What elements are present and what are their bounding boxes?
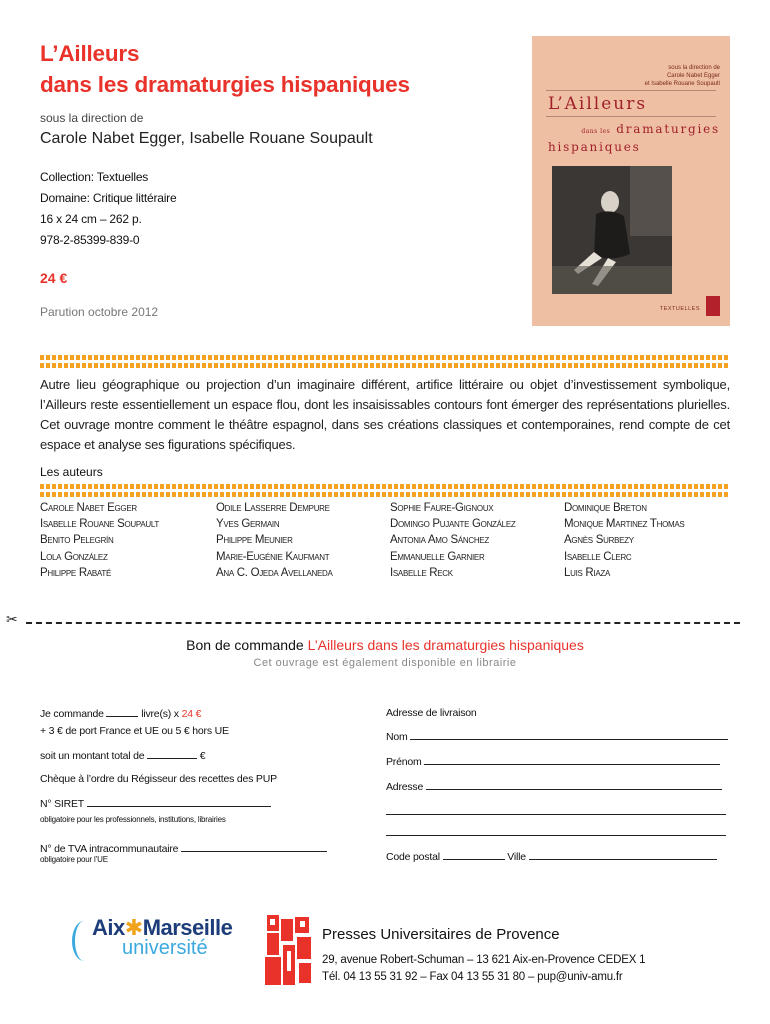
amu-star-icon: ✱ (124, 915, 143, 940)
author-name: Ana C. Ojeda Avellaneda (216, 566, 333, 579)
orange-band-bottom (40, 363, 730, 368)
tva-line (40, 842, 327, 855)
author-name: Agnès Surbezy (564, 534, 634, 547)
code-postal-field[interactable] (443, 850, 505, 860)
adresse-field-3[interactable] (386, 826, 726, 836)
nom-label: Nom (386, 731, 408, 743)
amu-aix: Aix (92, 915, 125, 940)
authors-heading: Les auteurs (40, 465, 103, 479)
cover-dir-line3: et Isabelle Rouane Soupault (644, 81, 720, 87)
unit-price: 24 € (181, 708, 202, 720)
adresse-line-2 (386, 805, 726, 818)
parution: Parution octobre 2012 (40, 305, 159, 319)
cover-dir-line2: Carole Nabet Egger (666, 73, 720, 79)
cover-sub-small: dans les (581, 128, 611, 135)
author-name: Isabelle Clerc (564, 550, 632, 563)
cover-rule-mid (546, 116, 716, 117)
tva-note: obligatoire pour l’UE (40, 855, 108, 864)
cover-title: L’Ailleurs (548, 94, 648, 114)
siret-label: N° SIRET (40, 798, 84, 810)
cheque-note: Chèque à l’ordre du Régisseur des recettes des PUP (40, 773, 277, 785)
author-name: Philippe Meunier (216, 534, 293, 547)
author-name: Isabelle Rouane Soupault (40, 518, 159, 531)
book-title-line2: dans les dramaturgies hispaniques (40, 72, 410, 97)
siret-field[interactable] (87, 797, 271, 807)
tva-field[interactable] (181, 842, 327, 852)
livres-label: livre(s) x (141, 708, 179, 720)
pup-address: 29, avenue Robert-Schuman – 13 621 Aix-en-Provence CEDEX 1 (322, 954, 646, 966)
author-name: Carole Nabet Egger (40, 502, 137, 514)
authors-list (40, 500, 740, 581)
adresse-line (386, 780, 722, 793)
nom-line (386, 730, 728, 743)
total-label: soit un montant total de (40, 750, 145, 762)
prenom-field[interactable] (424, 755, 720, 765)
orange-band-top (40, 355, 730, 360)
prenom-label: Prénom (386, 756, 422, 768)
quantity-field[interactable] (106, 707, 138, 717)
siret-note: obligatoire pour les professionnels, institutions, librairies (40, 815, 226, 824)
author-name: Monique Martinez Thomas (564, 518, 685, 531)
author-name: Philippe Rabaté (40, 566, 111, 579)
scissors-icon: ✂ (6, 611, 18, 627)
author-name: Emmanuelle Garnier (390, 550, 485, 563)
cover-series: TEXTUELLES (659, 306, 700, 312)
author-name: Marie-Eugénie Kaufmant (216, 550, 330, 563)
isbn: 978-2-85399-839-0 (40, 233, 140, 247)
pup-logo-mark (265, 915, 313, 987)
cover-sub-word: dramaturgies (616, 122, 720, 136)
order-heading-title: L’Ailleurs dans les dramaturgies hispaniques (307, 637, 584, 653)
cover-pup-logo (706, 296, 720, 316)
cover-rule-top (546, 90, 716, 91)
authors-band-bottom (40, 492, 730, 497)
collection: Collection: Textuelles (40, 170, 149, 184)
book-cover (532, 36, 730, 326)
book-description: Autre lieu géographique ou projection d’un imaginaire différent, artifice littéraire ou objet d’investissement symbolique, l’Ailleurs reste essentiellement un espace flou, dont les insaisissables contours font émerger des représentations plurielles. Cet ouvrage montre comment le théâtre espagnol, dans ses créations classiques et contemporaines, rend compte de cet espace et analyse ses figurations spécifiques. (40, 377, 730, 452)
author-name: Luis Riaza (564, 566, 611, 579)
amu-arc-icon (72, 921, 96, 961)
authors-band-top (40, 484, 730, 489)
code-postal-label: Code postal (386, 851, 440, 863)
pup-contact: Tél. 04 13 55 31 92 – Fax 04 13 55 31 80 – pup@univ-amu.fr (322, 971, 623, 983)
postal-city-line (386, 850, 717, 863)
je-commande-label: Je commande (40, 708, 104, 720)
adresse-line-3 (386, 826, 726, 839)
author-name: Antonia Amo Sánchez (390, 534, 489, 547)
amu-logo-line2: université (122, 937, 208, 959)
author-name: Yves Germain (216, 518, 280, 531)
author-name: Odile Lasserre Dempure (216, 502, 330, 514)
order-heading (0, 637, 770, 653)
shipping-note: + 3 € de port France et UE ou 5 € hors UE (40, 725, 229, 737)
total-currency: € (199, 750, 206, 762)
authors-column-3 (390, 500, 564, 581)
aix-marseille-logo (76, 915, 246, 977)
book-meta (40, 167, 176, 251)
total-field[interactable] (147, 749, 197, 759)
nom-field[interactable] (410, 730, 728, 740)
delivery-heading: Adresse de livraison (386, 707, 477, 719)
pup-address-block (322, 952, 645, 986)
sous-direction-label: sous la direction de (40, 111, 144, 125)
format: 16 x 24 cm – 262 p. (40, 212, 142, 226)
author-name: Dominique Breton (564, 502, 647, 514)
authors-column-2 (216, 500, 390, 581)
domaine: Domaine: Critique littéraire (40, 191, 177, 205)
prenom-line (386, 755, 720, 768)
author-name: Sophie Faure-Gignoux (390, 502, 494, 514)
author-name: Lola González (40, 550, 108, 563)
authors-column-1 (40, 500, 216, 581)
pup-logo (265, 915, 313, 987)
adresse-label: Adresse (386, 781, 424, 793)
order-quantity-line (40, 707, 201, 720)
ville-label: Ville (507, 851, 526, 863)
author-name: Domingo Pujante González (390, 518, 516, 531)
order-subheading: Cet ouvrage est également disponible en librairie (253, 657, 517, 669)
book-price: 24 € (40, 270, 68, 286)
cover-subtitle-line2: hispaniques (548, 140, 641, 154)
cover-photo (552, 166, 672, 294)
cover-directors (645, 64, 720, 88)
tva-label: N° de TVA intracommunautaire (40, 843, 179, 855)
cut-line (26, 622, 740, 624)
pup-name: Presses Universitaires de Provence (322, 926, 560, 943)
book-title-line1: L’Ailleurs (40, 41, 140, 66)
book-title (40, 38, 410, 100)
order-heading-label: Bon de commande (186, 637, 304, 653)
cover-photo-figure (552, 166, 672, 294)
cover-dir-line1: sous la direction de (668, 65, 720, 71)
directors: Carole Nabet Egger, Isabelle Rouane Soupault (40, 130, 373, 147)
ville-field[interactable] (529, 850, 717, 860)
author-name: Isabelle Reck (390, 566, 453, 579)
adresse-field-2[interactable] (386, 805, 726, 815)
cover-subtitle-line1 (532, 122, 720, 136)
amu-marseille: Marseille (142, 915, 233, 940)
author-name: Benito Pelegrín (40, 534, 114, 547)
authors-column-4 (564, 500, 684, 581)
total-line (40, 749, 205, 762)
siret-line (40, 797, 271, 810)
adresse-field[interactable] (426, 780, 722, 790)
